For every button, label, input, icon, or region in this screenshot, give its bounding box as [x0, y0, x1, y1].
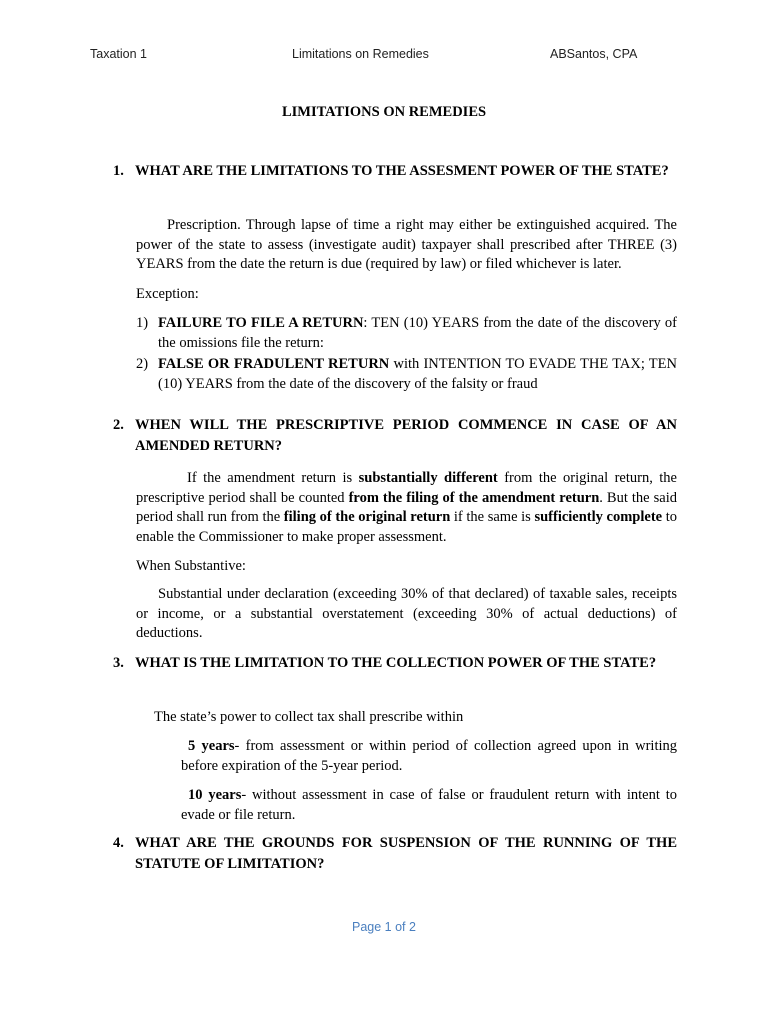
- question-number: 4.: [113, 835, 124, 851]
- question-text: WHAT IS THE LIMITATION TO THE COLLECTION POWER OF THE STATE?: [135, 655, 657, 671]
- text-run: - from assessment or within period of collection agreed upon in writing before expiration of the 5-year period.: [181, 738, 678, 774]
- ten-years-item: [181, 786, 677, 825]
- exception-detail: : TEN (10) YEARS from the date of the discovery of the omissions file the return:: [158, 315, 677, 351]
- list-number: 1): [136, 315, 149, 331]
- text-run: to enable the Commissioner to make proper assessment.: [136, 509, 678, 545]
- exception-item-1: [136, 313, 677, 353]
- when-substantive-label: When Substantive:: [136, 558, 246, 574]
- substantive-paragraph: Substantial under declaration (exceeding 30% of that declared) of taxable sales, receipts or income, or a substantial overstatement (exceeding 30% of actual deductions) of deductions.: [136, 586, 677, 641]
- question-1: [113, 161, 677, 182]
- text-run: If the amendment return is: [187, 470, 359, 486]
- list-number: 2): [136, 356, 149, 372]
- question-number: 3.: [113, 655, 124, 671]
- text-run: from the original return, the prescriptive period shall be counted: [136, 470, 677, 506]
- exception-item-2: [136, 354, 677, 394]
- text-run: if the same is: [450, 509, 535, 525]
- header-right: ABSantos, CPA: [550, 47, 638, 61]
- text-run: - without assessment in case of false or fraudulent return with intent to evade or file return.: [181, 787, 677, 823]
- exception-detail: with INTENTION TO EVADE THE TAX; TEN (10) YEARS from the date of the discovery of the falsity or fraud: [158, 356, 677, 392]
- question-text: WHAT ARE THE GROUNDS FOR SUSPENSION OF THE RUNNING OF THE STATUTE OF LIMITATION?: [135, 835, 677, 872]
- collection-intro: The state’s power to collect tax shall prescribe within: [154, 709, 464, 725]
- exception-label: Exception:: [136, 286, 199, 302]
- q1-paragraph: Prescription. Through lapse of time a right may either be extinguished acquired. The power of the state to assess (investigate audit) taxpayer shall prescribed after THREE (3) YEARS from the date the return is due (required by law) or filed whichever is later.: [136, 217, 677, 272]
- question-4: [113, 833, 677, 875]
- text-run-bold: from the filing of the amendment return: [348, 489, 600, 506]
- text-run: . But the said period shall run from the: [136, 489, 677, 525]
- exception-heading: FALSE OR FRADULENT RETURN: [158, 356, 390, 372]
- question-number: 2.: [113, 417, 124, 433]
- text-run-bold: filing of the original return: [283, 509, 451, 525]
- question-3: [113, 653, 677, 674]
- text-run-bold: substantially different: [358, 470, 498, 486]
- header-center: Limitations on Remedies: [292, 47, 429, 61]
- text-run-bold: sufficiently complete: [534, 509, 663, 525]
- question-2: [113, 415, 677, 457]
- q2-paragraph: [136, 469, 677, 547]
- page-title: LIMITATIONS ON REMEDIES: [281, 104, 487, 120]
- page-number-footer: Page 1 of 2: [352, 920, 416, 934]
- question-text: WHAT ARE THE LIMITATIONS TO THE ASSESMENT POWER OF THE STATE?: [135, 163, 669, 179]
- exception-heading: FAILURE TO FILE A RETURN: [158, 315, 364, 331]
- text-run-bold: 10 years: [188, 787, 242, 803]
- question-text: WHEN WILL THE PRESCRIPTIVE PERIOD COMMENCE IN CASE OF AN AMENDED RETURN?: [135, 417, 677, 454]
- text-run-bold: 5 years: [188, 738, 235, 754]
- five-years-item: [181, 737, 677, 776]
- header-left: Taxation 1: [90, 47, 147, 61]
- question-number: 1.: [113, 163, 124, 179]
